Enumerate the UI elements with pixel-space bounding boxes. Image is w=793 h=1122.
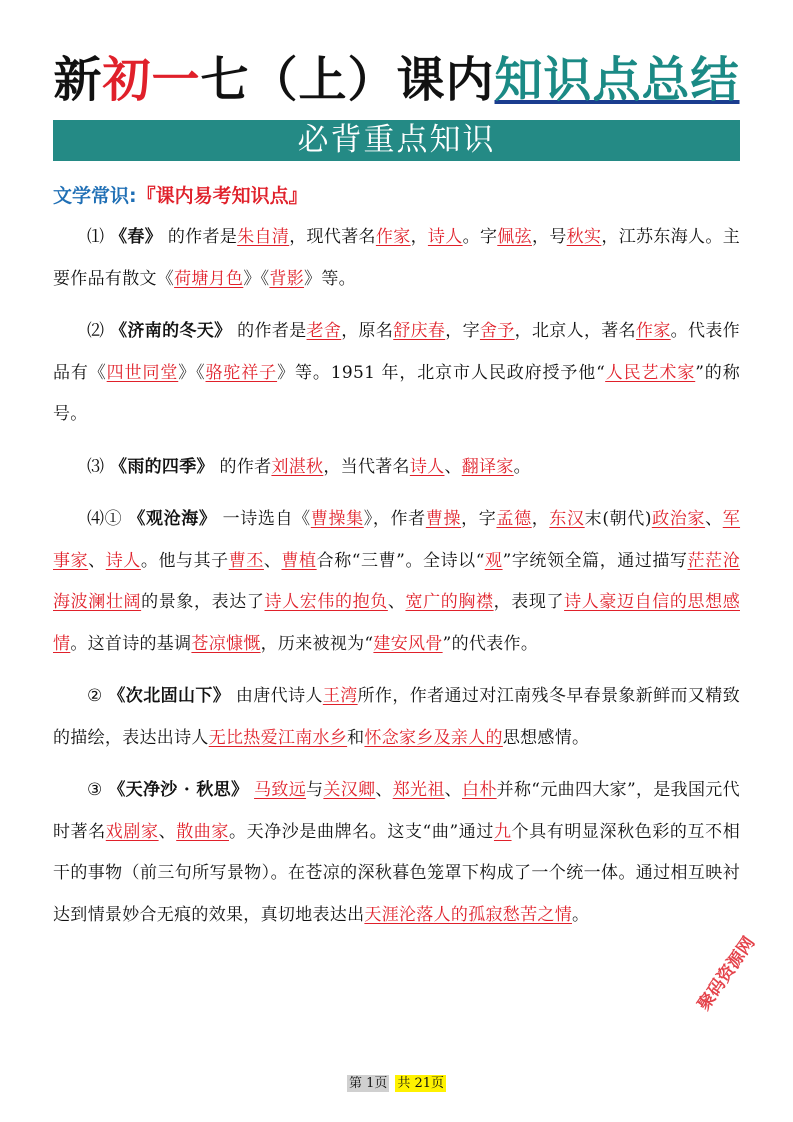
body-text: 》《 bbox=[243, 268, 270, 289]
content-body bbox=[53, 217, 740, 947]
body-text: 、 bbox=[375, 780, 393, 800]
key-term: 郑光祖 bbox=[392, 780, 445, 800]
body-text: ，江苏东海人。主要作品有散文《 bbox=[53, 227, 741, 289]
work-title: 《次北固山下》 bbox=[108, 686, 231, 706]
body-text: 》等。1951 年，北京市人民政府授予他“ bbox=[277, 362, 606, 383]
body-text: ，字 bbox=[445, 321, 480, 341]
body-text: 、 bbox=[444, 456, 462, 477]
body-text: ⑴ bbox=[87, 227, 111, 247]
body-text: ，历来被视为“ bbox=[260, 633, 374, 654]
key-term: 佩弦 bbox=[497, 227, 532, 247]
body-text: ，号 bbox=[531, 227, 567, 247]
body-text: ⑵ bbox=[87, 321, 111, 341]
body-text: 、 bbox=[444, 780, 462, 800]
key-term: 马致远 bbox=[254, 780, 307, 800]
body-text: 一诗选自《 bbox=[216, 509, 311, 529]
body-text: 》等。 bbox=[304, 268, 356, 289]
body-text: ，当代著名 bbox=[323, 456, 410, 477]
body-text: 》《 bbox=[178, 362, 206, 383]
paragraph bbox=[53, 217, 740, 300]
key-term: 曹丕 bbox=[228, 550, 264, 571]
body-text: 。字 bbox=[462, 227, 498, 247]
body-text: ”的代表作。 bbox=[442, 633, 539, 654]
body-text: 所作，作者通过对江南残冬早春景象新鲜而又精致的描绘，表达出诗人 bbox=[53, 686, 740, 748]
paragraph bbox=[53, 311, 740, 436]
body-text: ⑷① bbox=[87, 509, 129, 529]
title-part-2: 初 bbox=[102, 52, 152, 108]
body-text: 。天净沙是曲牌名。这支“曲”通过 bbox=[229, 821, 494, 842]
key-term: 东汉 bbox=[549, 509, 585, 529]
body-text: 。 bbox=[572, 904, 590, 925]
body-text: 思想感情。 bbox=[502, 727, 590, 748]
paragraph bbox=[53, 499, 740, 665]
body-text: ，字 bbox=[461, 509, 497, 529]
key-term: 无比热爱江南水乡 bbox=[208, 727, 348, 748]
page-number-current: 第 1页 bbox=[348, 1076, 388, 1091]
body-text: ， bbox=[410, 227, 428, 247]
key-term: 关汉卿 bbox=[323, 780, 376, 800]
work-title: 《观沧海》 bbox=[128, 509, 217, 529]
body-text: 由唐代诗人 bbox=[230, 686, 323, 706]
key-term: 曹操集 bbox=[310, 509, 364, 529]
body-text: 、 bbox=[158, 821, 177, 842]
key-term: 诗人 bbox=[409, 456, 445, 477]
page-number-total: 共 21页 bbox=[397, 1076, 445, 1091]
page-title bbox=[0, 50, 793, 110]
key-term: 骆驼祥子 bbox=[205, 362, 278, 383]
body-text: ② bbox=[87, 686, 109, 706]
key-term: 白朴 bbox=[462, 780, 497, 800]
key-term: 作家 bbox=[375, 227, 411, 247]
work-title: 《雨的四季》 bbox=[110, 456, 214, 477]
key-term: 荷塘月色 bbox=[174, 268, 244, 289]
key-term: 人民艺术家 bbox=[605, 362, 696, 383]
body-text: ，表现了 bbox=[493, 592, 565, 612]
key-term: 宽广的胸襟 bbox=[405, 592, 494, 612]
paragraph bbox=[53, 770, 740, 936]
key-term: 天涯沦落人的孤寂愁苦之情 bbox=[364, 904, 573, 925]
key-term: 舒庆春 bbox=[393, 321, 446, 341]
body-text: 的作者是 bbox=[162, 227, 238, 247]
work-title: 《春》 bbox=[110, 227, 163, 247]
body-text: ， bbox=[531, 509, 550, 529]
body-text: 末(朝代) bbox=[584, 509, 652, 529]
body-text: ③ bbox=[87, 780, 109, 800]
body-text: 、 bbox=[387, 592, 406, 612]
key-term: 王湾 bbox=[322, 686, 358, 706]
key-term: 秋实 bbox=[566, 227, 602, 247]
key-term: 戏剧家 bbox=[105, 821, 159, 842]
key-term: 曹植 bbox=[281, 550, 317, 571]
body-text: 、 bbox=[705, 509, 723, 529]
work-title: 《天净沙 · 秋思》 bbox=[108, 780, 249, 800]
key-term: 老舍 bbox=[306, 321, 342, 341]
body-text: 合称“三曹”。全诗以“ bbox=[316, 550, 485, 571]
key-term: 作家 bbox=[635, 321, 671, 341]
title-part-5: 知识点总结 bbox=[494, 52, 740, 108]
key-term: 政治家 bbox=[651, 509, 706, 529]
key-term: 朱自清 bbox=[237, 227, 290, 247]
body-text: 与 bbox=[306, 780, 324, 800]
key-term: 诗人 bbox=[427, 227, 463, 247]
key-term: 茫茫沧海波澜壮阔 bbox=[53, 550, 741, 612]
key-term: 诗人 bbox=[105, 550, 141, 571]
body-text: 。这首诗的基调 bbox=[70, 633, 192, 654]
body-text: ，现代著名 bbox=[289, 227, 376, 247]
key-term: 建安风骨 bbox=[373, 633, 443, 654]
section-heading bbox=[53, 182, 308, 210]
watermark-stamp: 聚码资源网 bbox=[694, 933, 760, 1015]
key-term: 诗人豪迈自信的思想感情 bbox=[53, 592, 740, 654]
work-title: 《济南的冬天》 bbox=[110, 321, 232, 341]
key-term: 散曲家 bbox=[176, 821, 229, 842]
title-part-1: 新 bbox=[53, 52, 103, 108]
key-term: 翻译家 bbox=[461, 456, 514, 477]
key-term: 曹操 bbox=[425, 509, 462, 529]
body-text: 、 bbox=[263, 550, 282, 571]
body-text: 个具有明显深秋色彩的互不相干的事物（前三句所写景物）。在苍凉的深秋暮色笼罩下构成了一个统一体。通过相互映衬达到情景妙合无痕的效果，真切地表达出 bbox=[53, 821, 741, 925]
title-part-4: 七（上）课内 bbox=[200, 52, 495, 108]
section-highlight: 『课内易考知识点』 bbox=[136, 185, 308, 207]
body-text: ”字统领全篇，通过描写 bbox=[502, 550, 688, 571]
body-text: 的景象，表达了 bbox=[141, 592, 265, 612]
body-text: 》，作者 bbox=[363, 509, 426, 529]
title-part-3: 一 bbox=[151, 52, 201, 108]
body-text: ，北京人，著名 bbox=[514, 321, 636, 341]
key-term: 九 bbox=[493, 821, 512, 842]
body-text: 和 bbox=[347, 727, 365, 748]
page-footer bbox=[0, 1075, 793, 1093]
key-term: 舍予 bbox=[479, 321, 515, 341]
body-text: 的作者是 bbox=[231, 321, 307, 341]
key-term: 背影 bbox=[269, 268, 305, 289]
body-text: 的作者 bbox=[213, 456, 272, 477]
body-text: 并称“元曲四大家”，是我国元代时著名 bbox=[53, 780, 740, 842]
paragraph bbox=[53, 447, 740, 489]
key-term: 刘湛秋 bbox=[271, 456, 324, 477]
paragraph bbox=[53, 676, 740, 759]
section-label: 文学常识: bbox=[53, 185, 137, 207]
body-text: 。他与其子 bbox=[140, 550, 229, 571]
key-term: 观 bbox=[484, 550, 503, 571]
body-text: 。代表作品有《 bbox=[53, 321, 740, 383]
key-term: 孟德 bbox=[496, 509, 532, 529]
body-text: ⑶ bbox=[87, 456, 111, 477]
key-term: 诗人宏伟的抱负 bbox=[264, 592, 388, 612]
body-text: 。 bbox=[513, 456, 531, 477]
key-term: 四世同堂 bbox=[106, 362, 179, 383]
key-term: 苍凉慷慨 bbox=[191, 633, 261, 654]
body-text: 、 bbox=[88, 550, 106, 571]
key-term: 军事家 bbox=[53, 509, 741, 571]
key-term: 怀念家乡及亲人的 bbox=[364, 727, 503, 748]
section-banner: 必背重点知识 bbox=[53, 120, 740, 161]
body-text: ，原名 bbox=[341, 321, 394, 341]
body-text: ”的称号。 bbox=[53, 362, 740, 424]
